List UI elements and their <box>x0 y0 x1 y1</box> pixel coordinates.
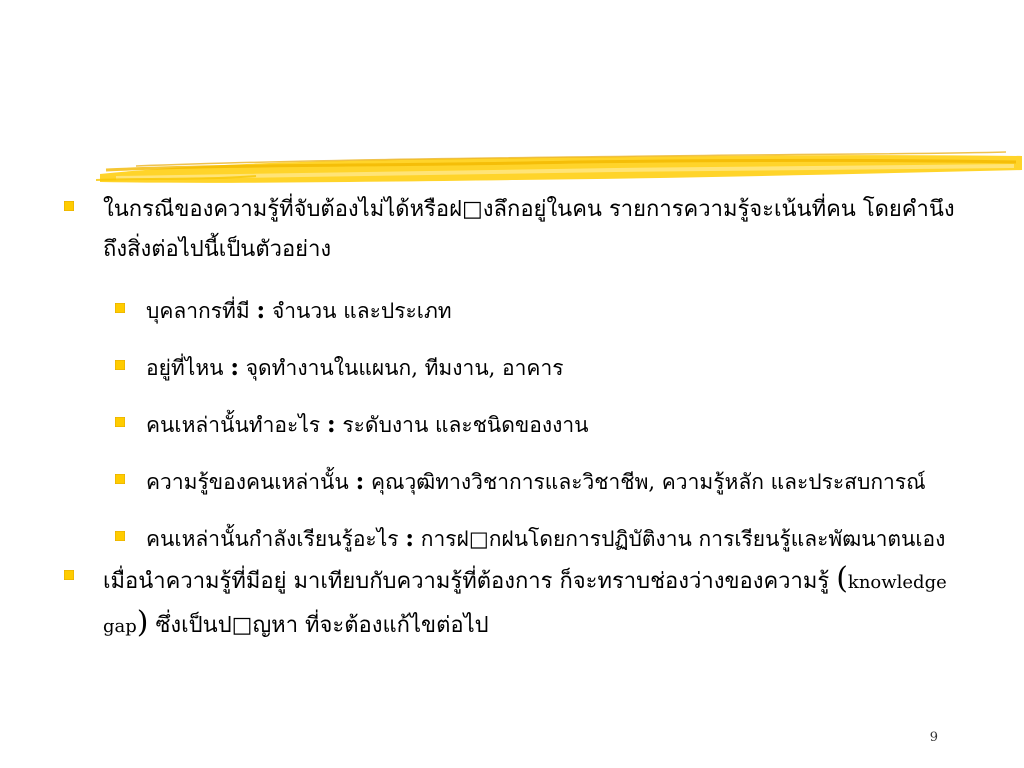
bullet-icon <box>64 201 74 211</box>
item-text: ในกรณีของความรู้ที่จับต้องไม่ได้หรือฝ□งลึกอยู่ในคน รายการความรู้จะเน้นที่คน โดยคำนึงถึงสิ่งต่อไปนี้เป็นตัวอย่าง <box>103 197 955 262</box>
list-item <box>60 190 960 270</box>
knowledge-gap-term: knowledge gap <box>103 572 947 637</box>
sub-list-item <box>60 290 960 331</box>
item-label: ความรู้ของคนเหล่านั้น <box>146 470 356 494</box>
item-detail: คุณวุฒิทางวิชาการและวิชาชีพ, ความรู้หลัก และประสบการณ์ <box>364 470 926 494</box>
item-detail: จำนวน และประเภท <box>265 299 452 323</box>
list-item <box>60 559 960 647</box>
item-label: คนเหล่านั้นกำลังเรียนรู้อะไร <box>146 527 406 551</box>
colon-separator: : <box>355 466 365 495</box>
sub-list-item <box>60 404 960 445</box>
bullet-icon <box>64 570 74 580</box>
item-detail: ระดับงาน และชนิดของงาน <box>335 413 589 437</box>
item-label: บุคลากรที่มี <box>146 299 257 323</box>
item-text: เมื่อนำความรู้ที่มีอยู่ มาเทียบกับความรู้ที่ต้องการ ก็จะทราบช่องว่างของความรู้ <box>103 569 837 594</box>
colon-separator: : <box>230 352 240 381</box>
bullet-icon <box>115 531 125 541</box>
colon-separator: : <box>326 409 336 438</box>
bullet-icon <box>115 303 125 313</box>
sub-list-item <box>60 518 960 559</box>
close-paren: ) <box>136 605 149 640</box>
sub-list-item <box>60 347 960 388</box>
item-label: อยู่ที่ไหน <box>146 356 231 380</box>
bullet-list <box>60 190 960 647</box>
yellow-brush-stroke <box>96 144 1024 192</box>
colon-separator: : <box>256 295 266 324</box>
item-tail: ซึ่งเป็นป□ญหา ที่จะต้องแก้ไขต่อไป <box>148 613 489 638</box>
colon-separator: : <box>405 523 415 552</box>
bullet-icon <box>115 474 125 484</box>
bullet-icon <box>115 417 125 427</box>
sub-list-item <box>60 461 960 502</box>
item-label: คนเหล่านั้นทำอะไร <box>146 413 327 437</box>
bullet-icon <box>115 360 125 370</box>
open-paren: ( <box>836 561 848 596</box>
item-detail: จุดทำงานในแผนก, ทีมงาน, อาคาร <box>239 356 564 380</box>
item-detail: การฝ□กฝนโดยการปฏิบัติงาน การเรียนรู้และพัฒนาตนเอง <box>414 527 946 551</box>
page-number: 9 <box>929 730 938 745</box>
